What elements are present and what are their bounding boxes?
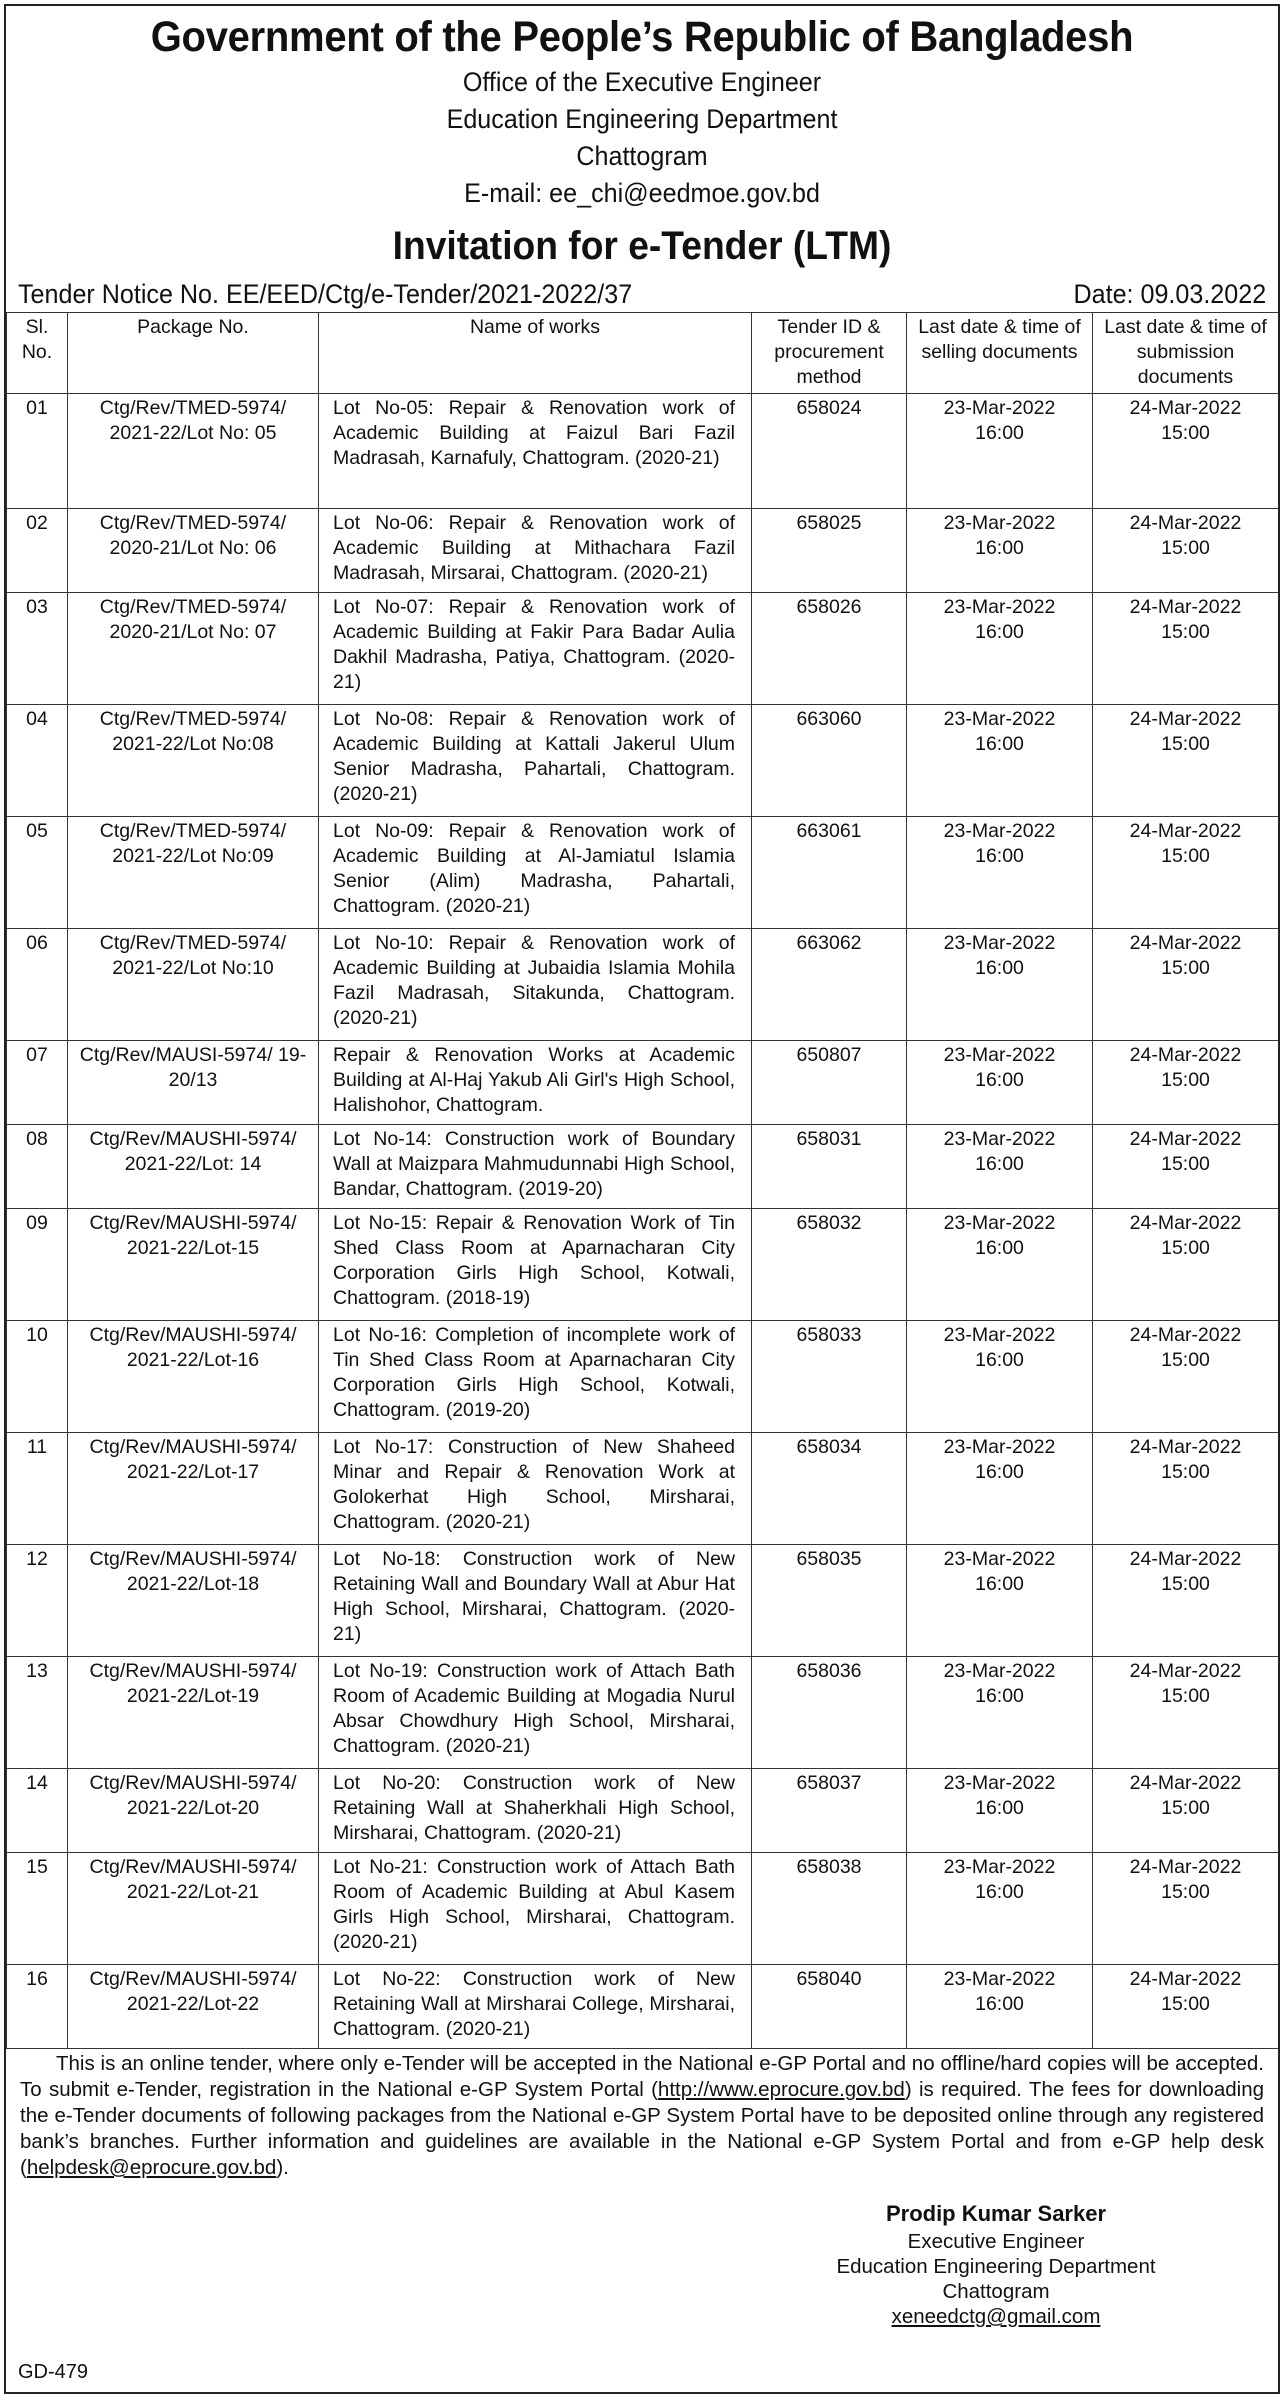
cell-works-name-line: Lot No-18: Construction work of New Retaining Wall and Boundary Wall at Abur Hat High School, Mirsharai, Chattogram. (2020-21) xyxy=(333,1548,735,1645)
table-row xyxy=(7,1433,1279,1545)
cell-selling-datetime-line: 23-Mar-2022 xyxy=(943,1044,1056,1066)
cell-tender-id-line: 658035 xyxy=(796,1548,862,1570)
cell-sl-no-line: 01 xyxy=(26,397,48,419)
cell-submission-datetime-line: 24-Mar-2022 xyxy=(1129,1772,1242,1794)
office-email: E-mail: ee_chi@eedmoe.gov.bd xyxy=(464,178,820,208)
cell-selling-datetime-line: 23-Mar-2022 xyxy=(943,1660,1056,1682)
column-header-works: Name of works xyxy=(319,313,752,394)
cell-submission-datetime xyxy=(1093,593,1279,705)
column-header-sl: Sl. No. xyxy=(7,313,68,394)
cell-package-no-line: Ctg/Rev/MAUSHI-5974/ 2021-22/Lot: 14 xyxy=(89,1128,297,1175)
table-header-row xyxy=(7,313,1279,394)
cell-selling-datetime xyxy=(907,929,1093,1041)
instructions-text-part2: ) is required. The fees for downloading the e-Tender documents of following packages from the National e-GP System Portal have to be deposited online through any registered bank’s branches. Further information and guidelines are available in the National e-GP System Portal and from e-GP help desk ( xyxy=(20,2078,1264,2179)
cell-tender-id-line: 658032 xyxy=(796,1212,862,1234)
table-row xyxy=(7,929,1279,1041)
signatory-email[interactable]: xeneedctg@gmail.com xyxy=(891,2305,1101,2328)
cell-sl-no-line: 07 xyxy=(26,1044,48,1066)
cell-submission-datetime-line: 24-Mar-2022 xyxy=(1129,932,1242,954)
cell-sl-no-line: 06 xyxy=(26,932,48,954)
cell-submission-datetime-line: 24-Mar-2022 xyxy=(1129,1128,1242,1150)
tender-table xyxy=(6,312,1279,2049)
column-header-selling-date: Last date & time of selling documents xyxy=(907,313,1093,394)
cell-package-no-line: Ctg/Rev/MAUSHI-5974/ 2021-22/Lot-20 xyxy=(89,1772,297,1819)
cell-submission-datetime xyxy=(1093,394,1279,509)
cell-submission-datetime-line: 15:00 xyxy=(1161,1349,1210,1371)
cell-tender-id-line: 658038 xyxy=(796,1856,862,1878)
signatory-name: Prodip Kumar Sarker xyxy=(885,2201,1107,2226)
cell-tender-id xyxy=(752,1545,907,1657)
cell-submission-datetime xyxy=(1093,1965,1279,2049)
cell-submission-datetime xyxy=(1093,929,1279,1041)
page-title: Invitation for e-Tender (LTM) xyxy=(392,224,892,268)
cell-package-no-line: Ctg/Rev/MAUSHI-5974/ 2021-22/Lot-21 xyxy=(89,1856,297,1903)
cell-works-name-line: Lot No-15: Repair & Renovation Work of Tin Shed Class Room at Aparnacharan City Corporation Girls High School, Kotwali, Chattogram. (2018-19) xyxy=(333,1212,735,1309)
cell-package-no-line: Ctg/Rev/TMED-5974/ 2021-22/Lot No:09 xyxy=(99,820,287,867)
cell-selling-datetime-line: 16:00 xyxy=(975,1797,1024,1819)
cell-package-no xyxy=(68,394,319,509)
cell-sl-no xyxy=(7,1545,68,1657)
cell-submission-datetime xyxy=(1093,1321,1279,1433)
cell-works-name xyxy=(319,1321,752,1433)
cell-submission-datetime-line: 24-Mar-2022 xyxy=(1129,596,1242,618)
cell-tender-id-line: 658024 xyxy=(796,397,862,419)
cell-works-name xyxy=(319,394,752,509)
cell-tender-id xyxy=(752,705,907,817)
cell-submission-datetime-line: 15:00 xyxy=(1161,733,1210,755)
helpdesk-email-link[interactable]: helpdesk@eprocure.gov.bd xyxy=(26,2156,277,2179)
tender-table-body xyxy=(7,394,1279,2049)
cell-selling-datetime xyxy=(907,817,1093,929)
cell-selling-datetime xyxy=(907,509,1093,593)
cell-submission-datetime-line: 24-Mar-2022 xyxy=(1129,1212,1242,1234)
cell-selling-datetime-line: 23-Mar-2022 xyxy=(943,1772,1056,1794)
signatory-designation: Executive Engineer xyxy=(907,2230,1085,2253)
table-row xyxy=(7,394,1279,509)
cell-package-no-line: Ctg/Rev/MAUSHI-5974/ 2021-22/Lot-18 xyxy=(89,1548,297,1595)
cell-works-name xyxy=(319,1433,752,1545)
cell-submission-datetime-line: 15:00 xyxy=(1161,1993,1210,2015)
cell-submission-datetime-line: 15:00 xyxy=(1161,1069,1210,1091)
cell-sl-no-line: 16 xyxy=(26,1968,48,1990)
cell-submission-datetime-line: 24-Mar-2022 xyxy=(1129,1548,1242,1570)
cell-tender-id-line: 650807 xyxy=(796,1044,862,1066)
cell-submission-datetime xyxy=(1093,705,1279,817)
cell-selling-datetime xyxy=(907,1321,1093,1433)
cell-package-no-line: Ctg/Rev/MAUSHI-5974/ 2021-22/Lot-22 xyxy=(89,1968,297,2015)
table-row xyxy=(7,1041,1279,1125)
cell-works-name xyxy=(319,1853,752,1965)
cell-sl-no-line: 08 xyxy=(26,1128,48,1150)
cell-submission-datetime-line: 24-Mar-2022 xyxy=(1129,1044,1242,1066)
cell-selling-datetime xyxy=(907,1657,1093,1769)
cell-sl-no xyxy=(7,817,68,929)
cell-submission-datetime xyxy=(1093,1209,1279,1321)
cell-selling-datetime-line: 23-Mar-2022 xyxy=(943,1436,1056,1458)
cell-works-name xyxy=(319,1545,752,1657)
cell-sl-no xyxy=(7,1433,68,1545)
cell-package-no xyxy=(68,1125,319,1209)
cell-package-no xyxy=(68,1041,319,1125)
cell-selling-datetime xyxy=(907,1041,1093,1125)
cell-selling-datetime-line: 23-Mar-2022 xyxy=(943,1128,1056,1150)
cell-submission-datetime xyxy=(1093,817,1279,929)
cell-selling-datetime xyxy=(907,1965,1093,2049)
cell-submission-datetime-line: 15:00 xyxy=(1161,845,1210,867)
cell-sl-no xyxy=(7,593,68,705)
cell-sl-no xyxy=(7,1041,68,1125)
cell-sl-no xyxy=(7,509,68,593)
cell-sl-no xyxy=(7,929,68,1041)
cell-submission-datetime-line: 15:00 xyxy=(1161,621,1210,643)
cell-works-name-line: Lot No-16: Completion of incomplete work of Tin Shed Class Room at Aparnacharan City Corporation Girls High School, Kotwali, Chattogram. (2019-20) xyxy=(333,1324,735,1421)
table-row xyxy=(7,705,1279,817)
cell-submission-datetime-line: 15:00 xyxy=(1161,957,1210,979)
cell-tender-id xyxy=(752,1125,907,1209)
cell-tender-id xyxy=(752,1209,907,1321)
column-header-submission-date: Last date & time of submission documents xyxy=(1093,313,1279,394)
cell-selling-datetime-line: 23-Mar-2022 xyxy=(943,708,1056,730)
cell-package-no xyxy=(68,1433,319,1545)
cell-sl-no xyxy=(7,394,68,509)
cell-works-name-line: Lot No-22: Construction work of New Retaining Wall at Mirsharai College, Mirsharai, Chattogram. (2020-21) xyxy=(333,1968,735,2040)
cell-tender-id xyxy=(752,929,907,1041)
cell-selling-datetime xyxy=(907,1433,1093,1545)
cell-tender-id-line: 658026 xyxy=(796,596,862,618)
department-name: Education Engineering Department xyxy=(446,104,838,134)
cell-submission-datetime xyxy=(1093,1769,1279,1853)
cell-works-name-line: Lot No-14: Construction work of Boundary Wall at Maizpara Mahmudunnabi High School, Bandar, Chattogram. (2019-20) xyxy=(333,1128,735,1200)
cell-selling-datetime-line: 23-Mar-2022 xyxy=(943,1856,1056,1878)
cell-submission-datetime-line: 24-Mar-2022 xyxy=(1129,1968,1242,1990)
cell-tender-id xyxy=(752,1853,907,1965)
notice-date: Date: 09.03.2022 xyxy=(1073,279,1266,309)
cell-tender-id-line: 658037 xyxy=(796,1772,862,1794)
cell-package-no xyxy=(68,1657,319,1769)
cell-works-name-line: Repair & Renovation Works at Academic Building at Al-Haj Yakub Ali Girl's High School, Halishohor, Chattogram. xyxy=(333,1044,735,1116)
cell-selling-datetime-line: 23-Mar-2022 xyxy=(943,512,1056,534)
cell-works-name-line: Lot No-19: Construction work of Attach Bath Room of Academic Building at Mogadia Nurul Absar Chowdhury High School, Mirsharai, Chattogram. (2020-21) xyxy=(333,1660,735,1757)
cell-tender-id xyxy=(752,593,907,705)
cell-tender-id xyxy=(752,1965,907,2049)
table-row xyxy=(7,1321,1279,1433)
table-row xyxy=(7,1853,1279,1965)
cell-submission-datetime-line: 24-Mar-2022 xyxy=(1129,1436,1242,1458)
eprocure-portal-link[interactable]: http://www.eprocure.gov.bd xyxy=(657,2078,905,2101)
cell-tender-id-line: 658033 xyxy=(796,1324,862,1346)
cell-submission-datetime xyxy=(1093,1545,1279,1657)
cell-submission-datetime-line: 24-Mar-2022 xyxy=(1129,1324,1242,1346)
cell-submission-datetime xyxy=(1093,509,1279,593)
cell-tender-id-line: 658036 xyxy=(796,1660,862,1682)
cell-tender-id-line: 658031 xyxy=(796,1128,862,1150)
cell-package-no xyxy=(68,593,319,705)
cell-selling-datetime-line: 16:00 xyxy=(975,1461,1024,1483)
cell-selling-datetime-line: 16:00 xyxy=(975,1993,1024,2015)
table-row xyxy=(7,509,1279,593)
cell-sl-no-line: 02 xyxy=(26,512,48,534)
cell-submission-datetime xyxy=(1093,1041,1279,1125)
cell-package-no xyxy=(68,509,319,593)
table-row xyxy=(7,1125,1279,1209)
cell-package-no-line: Ctg/Rev/MAUSI-5974/ 19-20/13 xyxy=(79,1044,307,1091)
cell-works-name-line: Lot No-21: Construction work of Attach Bath Room of Academic Building at Abul Kasem Girls High School, Mirsharai, Chattogram. (2020-21) xyxy=(333,1856,735,1953)
column-header-tender-id: Tender ID & procurement method xyxy=(752,313,907,394)
cell-selling-datetime xyxy=(907,705,1093,817)
tender-notice-page xyxy=(4,4,1280,2394)
notice-header xyxy=(6,6,1278,272)
cell-sl-no-line: 14 xyxy=(26,1772,48,1794)
office-name: Office of the Executive Engineer xyxy=(462,67,822,97)
cell-package-no xyxy=(68,1321,319,1433)
cell-selling-datetime-line: 16:00 xyxy=(975,733,1024,755)
cell-selling-datetime-line: 23-Mar-2022 xyxy=(943,1968,1056,1990)
cell-submission-datetime-line: 15:00 xyxy=(1161,422,1210,444)
cell-selling-datetime-line: 23-Mar-2022 xyxy=(943,932,1056,954)
tender-instructions xyxy=(6,2049,1278,2181)
cell-selling-datetime-line: 16:00 xyxy=(975,1069,1024,1091)
cell-works-name xyxy=(319,1657,752,1769)
cell-selling-datetime-line: 16:00 xyxy=(975,1573,1024,1595)
cell-submission-datetime-line: 15:00 xyxy=(1161,1797,1210,1819)
cell-works-name-line: Lot No-20: Construction work of New Retaining Wall at Shaherkhali High School, Mirsharai, Chattogram. (2020-21) xyxy=(333,1772,735,1844)
cell-package-no-line: Ctg/Rev/MAUSHI-5974/ 2021-22/Lot-15 xyxy=(89,1212,297,1259)
cell-submission-datetime-line: 24-Mar-2022 xyxy=(1129,708,1242,730)
cell-tender-id xyxy=(752,1041,907,1125)
cell-selling-datetime-line: 16:00 xyxy=(975,1349,1024,1371)
cell-submission-datetime-line: 15:00 xyxy=(1161,1153,1210,1175)
cell-tender-id-line: 663060 xyxy=(796,708,862,730)
cell-works-name xyxy=(319,929,752,1041)
cell-selling-datetime-line: 23-Mar-2022 xyxy=(943,1324,1056,1346)
signatory-department: Education Engineering Department xyxy=(836,2255,1156,2278)
table-row xyxy=(7,593,1279,705)
cell-submission-datetime-line: 15:00 xyxy=(1161,537,1210,559)
cell-works-name-line: Lot No-08: Repair & Renovation work of Academic Building at Kattali Jakerul Ulum Senior Madrasha, Pahartali, Chattogram. (2020-21) xyxy=(333,708,735,805)
cell-tender-id-line: 658034 xyxy=(796,1436,862,1458)
cell-selling-datetime-line: 16:00 xyxy=(975,422,1024,444)
cell-selling-datetime-line: 16:00 xyxy=(975,1685,1024,1707)
cell-submission-datetime-line: 15:00 xyxy=(1161,1573,1210,1595)
cell-works-name-line: Lot No-06: Repair & Renovation work of Academic Building at Mithachara Fazil Madrasah, Mirsarai, Chattogram. (2020-21) xyxy=(333,512,735,584)
cell-selling-datetime-line: 23-Mar-2022 xyxy=(943,397,1056,419)
cell-submission-datetime-line: 24-Mar-2022 xyxy=(1129,820,1242,842)
cell-tender-id-line: 658025 xyxy=(796,512,862,534)
cell-selling-datetime-line: 23-Mar-2022 xyxy=(943,1548,1056,1570)
table-row xyxy=(7,1965,1279,2049)
cell-works-name xyxy=(319,1769,752,1853)
cell-submission-datetime-line: 24-Mar-2022 xyxy=(1129,1856,1242,1878)
cell-selling-datetime xyxy=(907,1769,1093,1853)
cell-selling-datetime-line: 16:00 xyxy=(975,1237,1024,1259)
cell-tender-id xyxy=(752,1433,907,1545)
cell-works-name xyxy=(319,509,752,593)
cell-tender-id xyxy=(752,509,907,593)
cell-package-no xyxy=(68,1965,319,2049)
cell-selling-datetime-line: 16:00 xyxy=(975,1153,1024,1175)
table-row xyxy=(7,1657,1279,1769)
cell-tender-id xyxy=(752,1321,907,1433)
cell-submission-datetime-line: 15:00 xyxy=(1161,1237,1210,1259)
cell-works-name xyxy=(319,817,752,929)
cell-package-no xyxy=(68,1769,319,1853)
city-name: Chattogram xyxy=(576,141,708,171)
cell-works-name xyxy=(319,705,752,817)
cell-works-name xyxy=(319,1209,752,1321)
cell-package-no-line: Ctg/Rev/TMED-5974/ 2020-21/Lot No: 06 xyxy=(99,512,287,559)
cell-sl-no xyxy=(7,1125,68,1209)
cell-package-no-line: Ctg/Rev/TMED-5974/ 2021-22/Lot No:08 xyxy=(99,708,287,755)
cell-package-no-line: Ctg/Rev/TMED-5974/ 2020-21/Lot No: 07 xyxy=(99,596,287,643)
cell-sl-no-line: 04 xyxy=(26,708,48,730)
cell-tender-id-line: 663062 xyxy=(796,932,862,954)
cell-submission-datetime-line: 15:00 xyxy=(1161,1461,1210,1483)
cell-submission-datetime xyxy=(1093,1853,1279,1965)
cell-package-no xyxy=(68,1853,319,1965)
cell-sl-no-line: 10 xyxy=(26,1324,48,1346)
cell-package-no xyxy=(68,1545,319,1657)
instructions-text-part1: This is an online tender, where only e-Tender will be accepted in the National e-GP Portal and no offline/hard copies will be accepted. To submit e-Tender, registration in the National e-GP System Portal ( xyxy=(20,2052,1264,2101)
cell-package-no-line: Ctg/Rev/MAUSHI-5974/ 2021-22/Lot-16 xyxy=(89,1324,297,1371)
cell-works-name-line: Lot No-09: Repair & Renovation work of Academic Building at Al-Jamiatul Islamia Senior (Alim) Madrasha, Pahartali, Chattogram. (2020-21) xyxy=(333,820,735,917)
cell-submission-datetime-line: 24-Mar-2022 xyxy=(1129,512,1242,534)
table-row xyxy=(7,817,1279,929)
cell-sl-no xyxy=(7,1853,68,1965)
cell-tender-id-line: 658040 xyxy=(796,1968,862,1990)
cell-tender-id xyxy=(752,1657,907,1769)
cell-works-name-line: Lot No-17: Construction of New Shaheed Minar and Repair & Renovation Work at Golokerhat High School, Mirsharai, Chattogram. (2020-21) xyxy=(333,1436,735,1533)
cell-tender-id-line: 663061 xyxy=(796,820,862,842)
cell-package-no xyxy=(68,705,319,817)
cell-selling-datetime-line: 23-Mar-2022 xyxy=(943,1212,1056,1234)
cell-sl-no xyxy=(7,1965,68,2049)
cell-tender-id xyxy=(752,817,907,929)
signatory-city: Chattogram xyxy=(942,2280,1050,2303)
column-header-package: Package No. xyxy=(68,313,319,394)
cell-submission-datetime-line: 24-Mar-2022 xyxy=(1129,397,1242,419)
cell-submission-datetime-line: 24-Mar-2022 xyxy=(1129,1660,1242,1682)
signature-block xyxy=(766,2199,1226,2329)
cell-selling-datetime xyxy=(907,1209,1093,1321)
cell-selling-datetime-line: 16:00 xyxy=(975,845,1024,867)
cell-selling-datetime xyxy=(907,1125,1093,1209)
cell-sl-no-line: 12 xyxy=(26,1548,48,1570)
cell-package-no-line: Ctg/Rev/TMED-5974/ 2021-22/Lot No:10 xyxy=(99,932,287,979)
cell-works-name-line: Lot No-07: Repair & Renovation work of Academic Building at Fakir Para Badar Aulia Dakhil Madrasha, Patiya, Chattogram. (2020-21) xyxy=(333,596,735,693)
cell-tender-id xyxy=(752,1769,907,1853)
cell-sl-no-line: 11 xyxy=(26,1436,48,1458)
cell-submission-datetime-line: 15:00 xyxy=(1161,1685,1210,1707)
cell-submission-datetime xyxy=(1093,1657,1279,1769)
cell-sl-no xyxy=(7,705,68,817)
cell-selling-datetime xyxy=(907,593,1093,705)
cell-selling-datetime-line: 16:00 xyxy=(975,957,1024,979)
cell-package-no xyxy=(68,929,319,1041)
cell-sl-no-line: 05 xyxy=(26,820,48,842)
cell-selling-datetime-line: 23-Mar-2022 xyxy=(943,596,1056,618)
cell-sl-no xyxy=(7,1321,68,1433)
cell-sl-no xyxy=(7,1769,68,1853)
cell-package-no-line: Ctg/Rev/TMED-5974/ 2021-22/Lot No: 05 xyxy=(99,397,287,444)
notice-info-row xyxy=(6,272,1278,312)
cell-sl-no-line: 15 xyxy=(26,1856,48,1878)
cell-works-name xyxy=(319,1965,752,2049)
cell-works-name xyxy=(319,1041,752,1125)
cell-selling-datetime xyxy=(907,1545,1093,1657)
cell-sl-no xyxy=(7,1657,68,1769)
cell-works-name-line: Lot No-05: Repair & Renovation work of Academic Building at Faizul Bari Fazil Madrasah, Karnafuly, Chattogram. (2020-21) xyxy=(333,397,735,469)
cell-selling-datetime-line: 16:00 xyxy=(975,1881,1024,1903)
table-row xyxy=(7,1545,1279,1657)
government-title: Government of the People’s Republic of Bangladesh xyxy=(150,13,1134,61)
table-row xyxy=(7,1769,1279,1853)
cell-sl-no-line: 13 xyxy=(26,1660,48,1682)
cell-sl-no-line: 03 xyxy=(26,596,48,618)
cell-package-no-line: Ctg/Rev/MAUSHI-5974/ 2021-22/Lot-17 xyxy=(89,1436,297,1483)
tender-notice-number: Tender Notice No. EE/EED/Ctg/e-Tender/2021-2022/37 xyxy=(18,279,633,309)
cell-selling-datetime-line: 23-Mar-2022 xyxy=(943,820,1056,842)
table-row xyxy=(7,1209,1279,1321)
instructions-text-part3: ). xyxy=(276,2156,289,2179)
cell-submission-datetime xyxy=(1093,1433,1279,1545)
cell-works-name xyxy=(319,1125,752,1209)
cell-selling-datetime xyxy=(907,394,1093,509)
cell-selling-datetime-line: 16:00 xyxy=(975,621,1024,643)
cell-tender-id xyxy=(752,394,907,509)
cell-sl-no xyxy=(7,1209,68,1321)
cell-selling-datetime-line: 16:00 xyxy=(975,537,1024,559)
cell-submission-datetime-line: 15:00 xyxy=(1161,1881,1210,1903)
cell-submission-datetime xyxy=(1093,1125,1279,1209)
cell-package-no xyxy=(68,1209,319,1321)
cell-package-no xyxy=(68,817,319,929)
cell-package-no-line: Ctg/Rev/MAUSHI-5974/ 2021-22/Lot-19 xyxy=(89,1660,297,1707)
cell-works-name-line: Lot No-10: Repair & Renovation work of Academic Building at Jubaidia Islamia Mohila Fazil Madrasah, Sitakunda, Chattogram. (2020-21) xyxy=(333,932,735,1029)
cell-sl-no-line: 09 xyxy=(26,1212,48,1234)
cell-works-name xyxy=(319,593,752,705)
gd-code: GD-479 xyxy=(18,2361,89,2383)
cell-selling-datetime xyxy=(907,1853,1093,1965)
